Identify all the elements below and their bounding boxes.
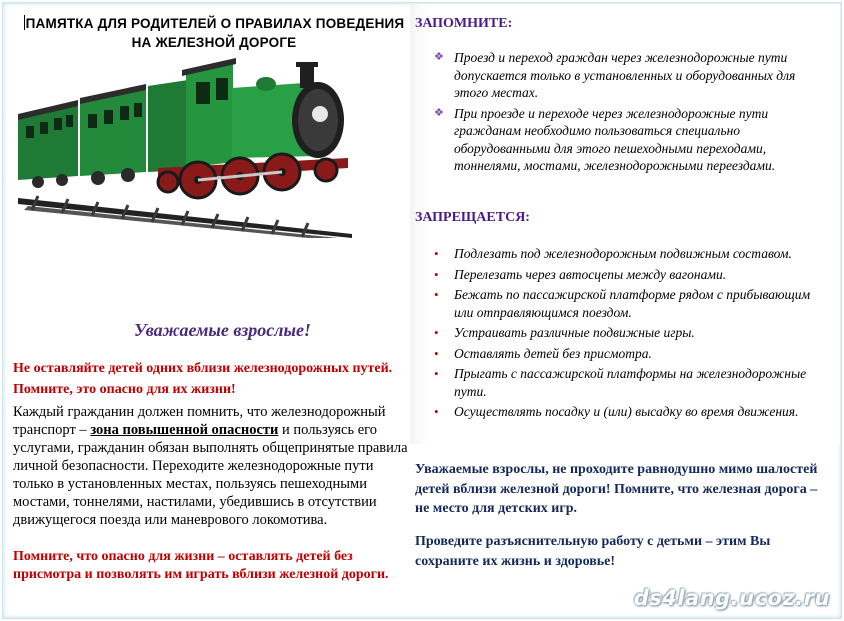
list-item [432,105,832,175]
dot-bullet-icon: • [434,345,439,361]
diamond-cluster-icon: ❖ [434,51,444,63]
danger-zone-phrase: зона повышенной опасности [90,422,279,438]
remember-heading: ЗАПОМНИТЕ: [415,16,513,31]
appeal-conclusion: Проведите разъяснительную работу с детьми – этим Вы сохраните их жизнь и здоровье! [415,534,771,569]
forbidden-item-text: Осуществлять посадку и (или) высадку во время движения. [454,404,799,419]
list-item [432,245,832,263]
dot-bullet-icon: • [434,404,439,419]
list-item [432,365,832,400]
list-item [432,403,832,421]
dot-bullet-icon: • [434,366,439,381]
paragraph-part-2: и пользуясь его услугами, гражданин обязан выполнять общепринятые правила личной безопасности. Переходите железнодорожные пути только в установленных местах, пользуясь пешеходными мостами, тоннелями, настилами, убедившись в отсутствии движущегося поезда или маневрового локомотива. [13,422,408,528]
greeting-heading: Уважаемые взрослые! [134,320,311,340]
remember-item-text: Проезд и переход граждан через железнодорожные пути допускается только в установленных и оборудованных для этого местах. [454,50,796,100]
list-item [432,324,832,342]
appeal-text: Уважаемые взрослы, не проходите равнодушно мимо шалостей детей вблизи железной дороги! Помните, что железная дорога – не место для детских игр. [415,462,818,516]
dot-bullet-icon: • [434,325,439,340]
remember-list [432,49,832,178]
forbidden-item-text: Перелезать через автосцепы между вагонами. [454,266,727,282]
steam-locomotive-illustration [18,58,352,238]
site-watermark: ds4lang.ucoz.ru [633,586,830,610]
forbidden-item-text: Оставлять детей без присмотра. [454,345,652,361]
forbidden-item-text: Прыгать с пассажирской платформы на железнодорожные пути. [454,366,807,399]
forbidden-item-text: Подлезать под железнодорожным подвижным составом. [454,246,792,261]
list-item [432,286,832,321]
title-line-2: НА ЖЕЛЕЗНОЙ ДОРОГЕ [131,35,297,50]
list-item [432,345,832,363]
warning-top: Не оставляйте детей одних вблизи железнодорожных путей. Помните, это опасно для их жизни! [13,361,393,397]
warning-bottom: Помните, что опасно для жизни – оставлять детей без присмотра и позволять им играть вблизи железной дороги. [13,549,389,582]
forbidden-heading: ЗАПРЕЩАЕТСЯ: [415,210,530,225]
paragraph-part-1: Каждый гражданин должен помнить, что железнодорожный транспорт – [13,404,386,438]
safety-paragraph [13,403,413,529]
list-item [432,266,832,284]
list-item [432,49,832,102]
forbidden-item-text: Бежать по пассажирской платформе рядом с прибывающим или отправляющимся поездом. [454,287,811,320]
dot-bullet-icon: • [434,287,439,302]
title-line-1: ПАМЯТКА ДЛЯ РОДИТЕЛЕЙ О ПРАВИЛАХ ПОВЕДЕНИЯ [25,16,405,31]
remember-item-text: При проезде и переходе через железнодорожные пути гражданам необходимо пользоваться специально оборудованными для этого пешеходными переходами, тоннелями, мостами, железнодорожными переездами. [454,105,776,173]
forbidden-list [432,245,832,424]
forbidden-item-text: Устраивать различные подвижные игры. [454,325,695,340]
page-title [18,14,410,52]
diamond-cluster-icon: ❖ [434,106,444,119]
dot-bullet-icon: • [434,246,439,261]
dot-bullet-icon: • [434,266,439,282]
text-cursor [24,15,25,30]
left-column [0,0,410,621]
